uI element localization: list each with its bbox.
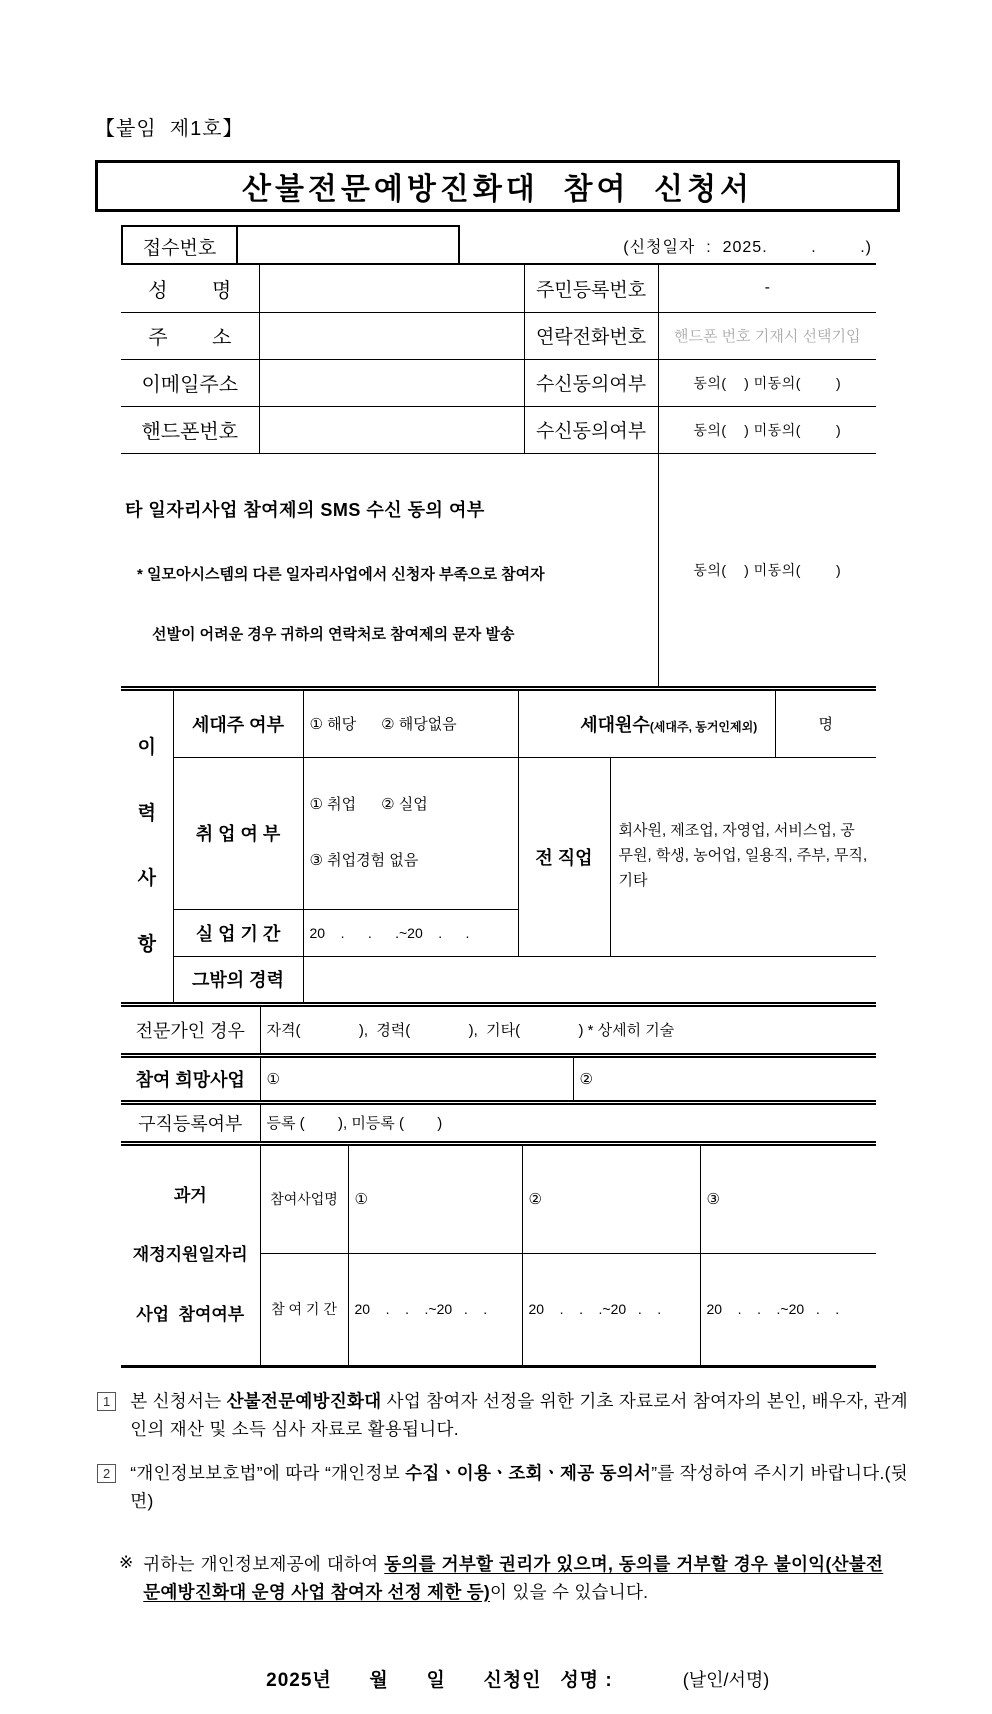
sms-consent-note-line2: 선발이 어려운 경우 귀하의 연락처로 참여제의 문자 발송 bbox=[152, 625, 515, 643]
page-title: 산불전문예방진화대 참여 신청서 bbox=[241, 173, 754, 206]
expert-field: 자격( ), 경력( ), 기타( ) * 상세히 기술 bbox=[260, 1005, 876, 1053]
past-period-label: 참 여 기 간 bbox=[260, 1254, 348, 1367]
row-jobseek bbox=[121, 1103, 876, 1141]
expert-table bbox=[121, 1002, 876, 1053]
past-participation-label: 과거 재정지원일자리 사업 참여여부 bbox=[121, 1143, 260, 1366]
past-period-field-1: 20 . . .~20 . . bbox=[348, 1254, 522, 1367]
name-field bbox=[259, 265, 524, 312]
address-field bbox=[259, 312, 524, 359]
note-2-text: “개인정보보호법”에 따라 “개인정보 수집ㆍ이용ㆍ조회ㆍ제공 동의서”를 작성하여 주시기 바랍니다.(뒷면) bbox=[130, 1463, 908, 1511]
form-area bbox=[121, 225, 876, 1368]
footer-notes bbox=[95, 1388, 908, 1607]
other-career-field bbox=[303, 956, 876, 1002]
household-members-unit: 명 bbox=[775, 688, 876, 757]
note-1-number: 1 bbox=[97, 1392, 116, 1411]
row-expert bbox=[121, 1005, 876, 1053]
sms-consent-description bbox=[121, 453, 658, 686]
past-program-name-field-1: ① bbox=[348, 1143, 522, 1254]
past-program-name-label: 참여사업명 bbox=[260, 1143, 348, 1254]
previous-job-label: 전 직업 bbox=[518, 757, 610, 956]
row-address bbox=[121, 312, 876, 359]
row-name bbox=[121, 265, 876, 312]
expert-label: 전문가인 경우 bbox=[121, 1005, 260, 1053]
household-members-label: 세대원수(세대주, 동거인제외) bbox=[518, 688, 775, 757]
attachment-label: 【붙임 제1호】 bbox=[95, 118, 244, 140]
desired-program-label: 참여 희망사업 bbox=[121, 1055, 260, 1100]
mobile-field bbox=[259, 406, 524, 453]
history-section-label: 이 력 사 항 bbox=[121, 688, 173, 1002]
note-1-text: 본 신청서는 산불전문예방진화대 사업 참여자 선정을 위한 기초 자료로서 참여자의 본인, 배우자, 관계인의 재산 및 소득 심사 자료로 활용됩니다. bbox=[130, 1390, 908, 1439]
resident-id-value: - bbox=[658, 265, 876, 312]
apply-date-note: (신청일자 : 2025. . .) bbox=[623, 238, 872, 256]
previous-job-options: 회사원, 제조업, 자영업, 서비스업, 공무원, 학생, 농어업, 일용직, 주부, 무직, 기타 bbox=[610, 757, 876, 956]
sms-consent-value: 동의( ) 미동의( ) bbox=[658, 453, 876, 686]
row-employment bbox=[121, 757, 876, 909]
householder-options: ① 해당 ② 해당없음 bbox=[303, 688, 518, 757]
seal-or-sign-note: (날인/서명) bbox=[612, 1669, 770, 1690]
receipt-number-label: 접수번호 bbox=[123, 227, 238, 265]
receipt-number-box bbox=[121, 225, 460, 265]
jobseek-field: 등록 ( ), 미등록 ( ) bbox=[260, 1103, 876, 1141]
unemployment-period-field: 20 . . .~20 . . bbox=[303, 909, 518, 956]
title-box bbox=[95, 160, 900, 212]
sms-consent-note-line1: * 일모아시스템의 다른 일자리사업에서 신청자 부족으로 참여자 bbox=[137, 565, 545, 583]
name-label: 성 명 bbox=[121, 265, 259, 312]
past-period-field-3: 20 . . .~20 . . bbox=[700, 1254, 876, 1367]
row-desired-program bbox=[121, 1055, 876, 1100]
email-field bbox=[259, 359, 524, 406]
signature-date-name-label: 2025년 월 일 신청인 성명 : bbox=[266, 1669, 613, 1691]
past-period-field-2: 20 . . .~20 . . bbox=[522, 1254, 700, 1367]
note-3 bbox=[95, 1551, 908, 1606]
email-consent-label: 수신동의여부 bbox=[524, 359, 658, 406]
resident-id-label: 주민등록번호 bbox=[524, 265, 658, 312]
desired-program-table bbox=[121, 1053, 876, 1101]
sms-consent-title: 타 일자리사업 참여제의 SMS 수신 동의 여부 bbox=[125, 499, 485, 520]
employment-options: ① 취업 ② 실업 ③ 취업경험 없음 bbox=[303, 757, 518, 909]
receipt-row bbox=[121, 225, 876, 265]
note-2-number: 2 bbox=[97, 1464, 116, 1483]
past-participation-table bbox=[121, 1141, 876, 1368]
signature-line bbox=[245, 1643, 908, 1714]
note-1 bbox=[95, 1388, 908, 1443]
address-label: 주 소 bbox=[121, 312, 259, 359]
mobile-consent-label: 수신동의여부 bbox=[524, 406, 658, 453]
note-3-text: 귀하는 개인정보제공에 대하여 동의를 거부할 권리가 있으며, 동의를 거부할 경우 불이익(산불전문예방진화대 운영 사업 참여자 선정 제한 등)이 있을 수 있습니다. bbox=[143, 1554, 884, 1603]
row-mobile bbox=[121, 406, 876, 453]
note-2 bbox=[95, 1460, 908, 1515]
row-sms-consent bbox=[121, 453, 876, 686]
employment-label: 취 업 여 부 bbox=[173, 757, 303, 909]
email-label: 이메일주소 bbox=[121, 359, 259, 406]
unemployment-period-label: 실 업 기 간 bbox=[173, 909, 303, 956]
past-program-name-field-3: ③ bbox=[700, 1143, 876, 1254]
receipt-number-field bbox=[238, 227, 458, 265]
jobseek-label: 구직등록여부 bbox=[121, 1103, 260, 1141]
email-consent-value: 동의( ) 미동의( ) bbox=[658, 359, 876, 406]
past-program-name-field-2: ② bbox=[522, 1143, 700, 1254]
householder-label: 세대주 여부 bbox=[173, 688, 303, 757]
row-householder bbox=[121, 688, 876, 757]
row-other-career bbox=[121, 956, 876, 1002]
contact-phone-label: 연락전화번호 bbox=[524, 312, 658, 359]
other-career-label: 그밖의 경력 bbox=[173, 956, 303, 1002]
jobseek-table bbox=[121, 1100, 876, 1141]
contact-phone-placeholder: 핸드폰 번호 기재시 선택기입 bbox=[658, 312, 876, 359]
applicant-info-table bbox=[121, 265, 876, 686]
desired-program-field-1: ① bbox=[260, 1055, 573, 1100]
reference-mark: ※ bbox=[119, 1553, 134, 1573]
mobile-label: 핸드폰번호 bbox=[121, 406, 259, 453]
desired-program-field-2: ② bbox=[573, 1055, 876, 1100]
row-email bbox=[121, 359, 876, 406]
mobile-consent-value: 동의( ) 미동의( ) bbox=[658, 406, 876, 453]
row-past-program-name bbox=[121, 1143, 876, 1254]
history-table bbox=[121, 686, 876, 1003]
